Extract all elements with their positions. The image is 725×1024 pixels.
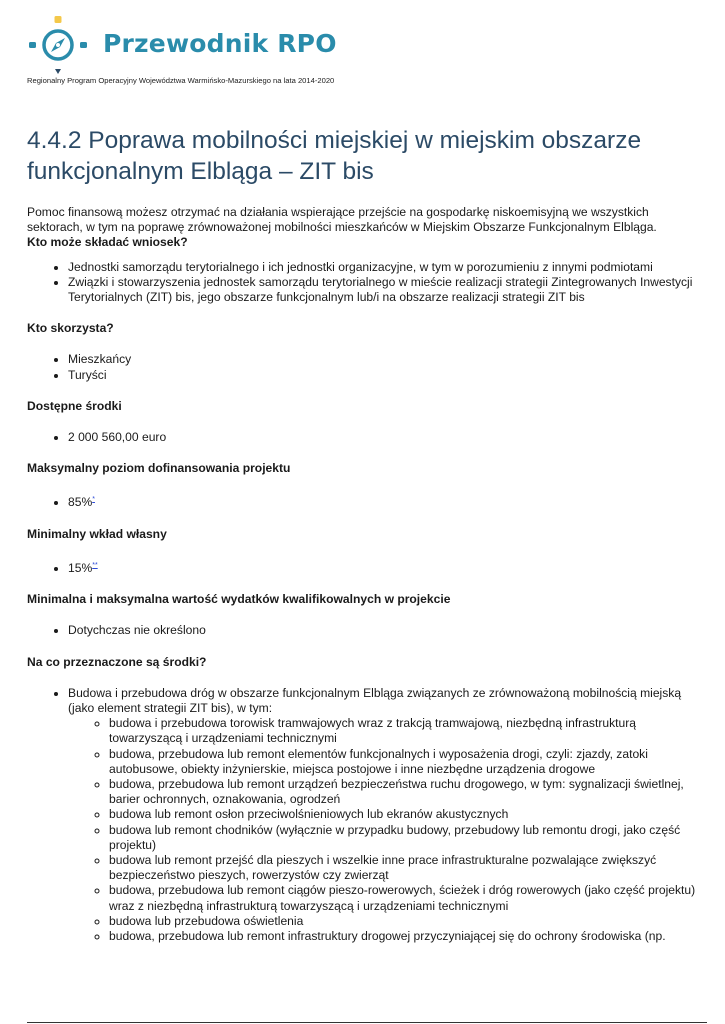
beneficiaries-list — [27, 352, 707, 382]
document-body — [27, 205, 707, 944]
list-item: • Dotychczas nie określono — [68, 623, 707, 638]
list-item: ◦ budowa, przebudowa lub remont urządzeń bezpieczeństwa ruchu drogowego, w tym: sygnalizacji świetlnej, barier ochronnych, oznakowania, ogrodzeń — [109, 777, 707, 807]
list-item: • Związki i stowarzyszenia jednostek samorządu terytorialnego w mieście realizacji strategii Zintegrowanych Inwestycji Terytorialnych (ZIT) bis, jego obszarze funkcjonalnym lub/i na obszarze realizacji strategii ZIT bis — [68, 275, 707, 305]
list-item: ◦ budowa lub remont przejść dla pieszych i wszelkie inne prace infrastrukturalne pozwalające zwiększyć bezpieczeństwo pieszych, rowerzystów czy zwierząt — [109, 853, 707, 883]
list-item: ◦ budowa, przebudowa lub remont infrastruktury drogowej przyczyniającej się do ochrony środowiska (np. — [109, 929, 707, 944]
section-heading-min-own: Minimalny wkład własny — [27, 526, 167, 541]
list-item — [68, 558, 707, 576]
list-item: ◦ budowa lub przebudowa oświetlenia — [109, 914, 707, 929]
list-item: ◦ budowa lub remont osłon przeciwolśnieniowych lub ekranów akustycznych — [109, 807, 707, 822]
eligible-costs-list — [27, 623, 707, 638]
page-title: 4.4.2 Poprawa mobilności miejskiej w miejskim obszarze funkcjonalnym Elbląga – ZIT bis — [27, 127, 642, 185]
purpose-list — [27, 686, 707, 944]
list-item: ◦ budowa, przebudowa lub remont elementów funkcjonalnych i wyposażenia drogi, czyli: zjazdy, zatoki autobusowe, obiekty inżynierskie, miejsca postojowe i inne niezbędne urządzenia drogowe — [109, 747, 707, 777]
section-heading-max-cofinancing: Maksymalny poziom dofinansowania projektu — [27, 461, 291, 476]
purpose-sublist — [68, 716, 707, 944]
max-cofinancing-value: 85% — [68, 495, 93, 510]
list-item — [68, 492, 707, 510]
logo-text: Przewodnik RPO — [103, 29, 337, 58]
page-header — [27, 14, 707, 90]
min-own-list — [27, 558, 707, 576]
list-item: • Jednostki samorządu terytorialnego i ich jednostki organizacyjne, w tym w porozumieniu z innymi podmiotami — [68, 260, 707, 275]
footnote-link[interactable]: * — [92, 496, 95, 504]
compass-logo-icon — [27, 14, 89, 76]
section-heading-applicants: Kto może składać wniosek? — [27, 235, 188, 250]
list-item: • 2 000 560,00 euro — [68, 430, 707, 445]
section-heading-eligible-costs: Minimalna i maksymalna wartość wydatków kwalifikowalnych w projekcie — [27, 592, 451, 607]
min-own-value: 15% — [68, 560, 93, 575]
footer-divider — [27, 1022, 707, 1023]
applicants-list — [27, 260, 707, 306]
list-item: ◦ budowa, przebudowa lub remont ciągów pieszo-rowerowych, ścieżek i dróg rowerowych (jako część projektu) wraz z niezbędną infrastrukturą towarzyszącą i urządzeniami technicznymi — [109, 883, 707, 913]
funds-list — [27, 430, 707, 445]
list-item: ◦ budowa i przebudowa torowisk tramwajowych wraz z trakcją tramwajową, niezbędną infrastrukturą towarzyszącą i urządzeniami technicznymi — [109, 716, 707, 746]
list-item: • Turyści — [68, 368, 707, 383]
footnote-link[interactable]: ** — [92, 561, 98, 569]
section-heading-purpose: Na co przeznaczone są środki? — [27, 654, 207, 669]
program-tagline: Regionalny Program Operacyjny Województwa Warmińsko-Mazurskiego na lata 2014-2020 — [27, 76, 335, 85]
list-item — [68, 686, 707, 944]
intro-paragraph: Pomoc finansową możesz otrzymać na działania wspierające przejście na gospodarkę niskoemisyjną we wszystkich sektorach, w tym na poprawę zrównoważonej mobilności mieszkańców w Miejskim Obszarze Funkcjonalnym Elbląga. — [27, 205, 657, 235]
purpose-main-item: Budowa i przebudowa dróg w obszarze funkcjonalnym Elbląga związanych ze zrównoważoną mobilnością miejską (jako element strategii ZIT bis), w tym: — [68, 685, 682, 715]
section-heading-funds: Dostępne środki — [27, 398, 122, 413]
section-heading-beneficiaries: Kto skorzysta? — [27, 321, 114, 336]
list-item: • Mieszkańcy — [68, 352, 707, 367]
list-item: ◦ budowa lub remont chodników (wyłącznie w przypadku budowy, przebudowy lub remontu drogi, jako część projektu) — [109, 823, 707, 853]
max-cofinancing-list — [27, 492, 707, 510]
